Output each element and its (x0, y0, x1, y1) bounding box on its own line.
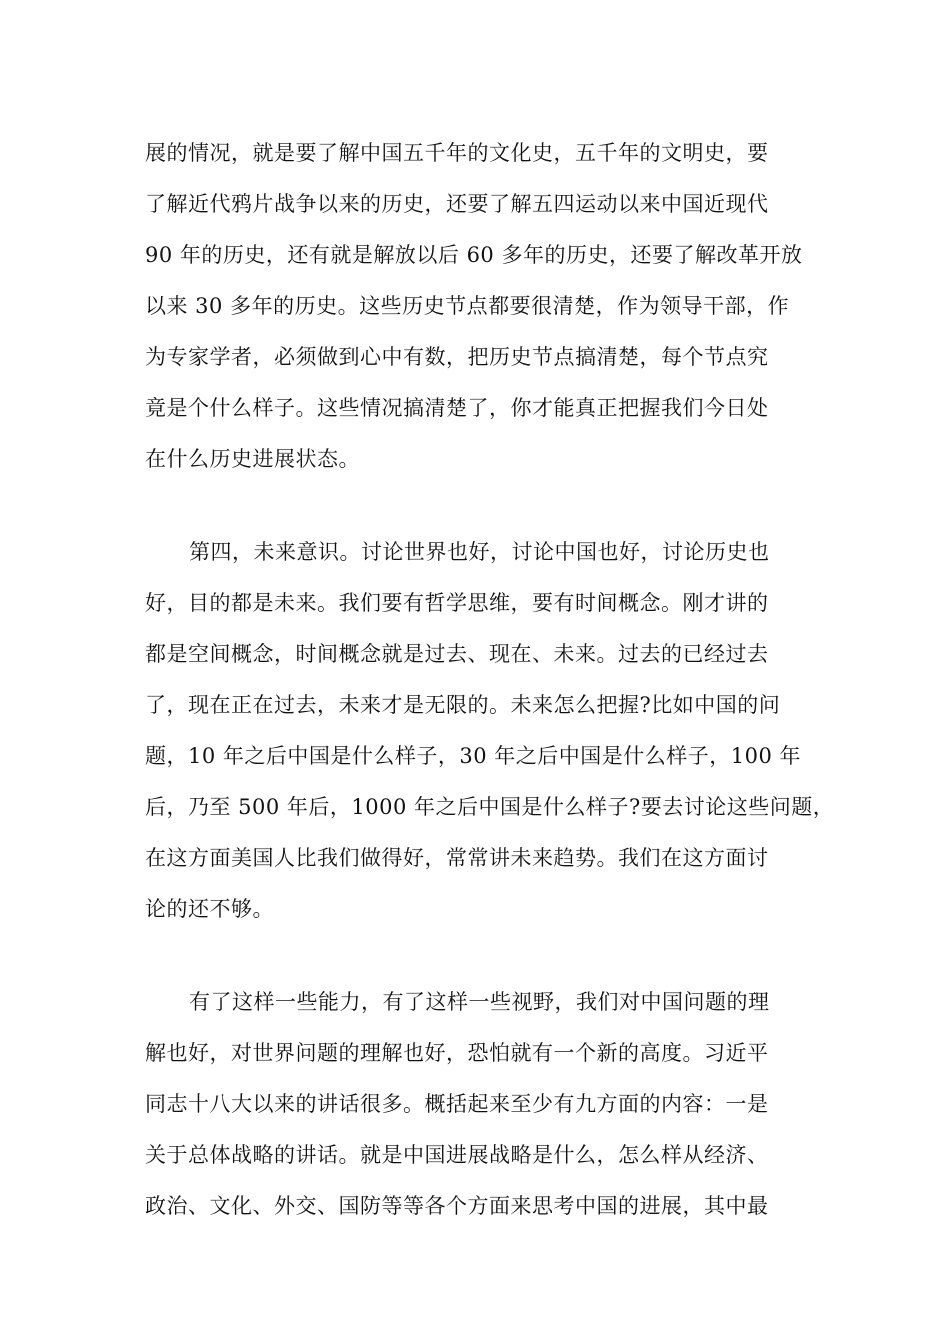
text-line: 90 年的历史，还有就是解放以后 60 多年的历史，还要了解改革开放 (145, 243, 803, 267)
paragraph-speeches-overview (145, 977, 815, 1232)
text-line: 后，乃至 500 年后，1000 年之后中国是什么样子?要去讨论这些问题， (145, 795, 835, 819)
paragraph-history-nodes (145, 128, 815, 485)
text-line: 同志十八大以来的讲话很多。概括起来至少有九方面的内容：一是 (145, 1092, 769, 1116)
text-line: 解也好，对世界问题的理解也好，恐怕就有一个新的高度。习近平 (145, 1041, 769, 1065)
text-line: 关于总体战略的讲话。就是中国进展战略是什么，怎么样从经济、 (145, 1143, 769, 1167)
text-line: 有了这样一些能力，有了这样一些视野，我们对中国问题的理 (189, 990, 770, 1014)
text-line: 政治、文化、外交、国防等等各个方面来思考中国的进展，其中最 (145, 1194, 769, 1218)
text-line: 了解近代鸦片战争以来的历史，还要了解五四运动以来中国近现代 (145, 192, 769, 216)
text-line: 为专家学者，必须做到心中有数，把历史节点搞清楚，每个节点究 (145, 345, 769, 369)
paragraph-future-awareness (145, 527, 835, 935)
text-line: 在这方面美国人比我们做得好，常常讲未来趋势。我们在这方面讨 (145, 846, 769, 870)
text-line: 第四，未来意识。讨论世界也好，讨论中国也好，讨论历史也 (189, 540, 770, 564)
text-line: 在什么历史进展状态。 (145, 447, 360, 471)
text-line: 都是空间概念，时间概念就是过去、现在、未来。过去的已经过去 (145, 642, 769, 666)
text-line: 好，目的都是未来。我们要有哲学思维，要有时间概念。刚才讲的 (145, 591, 769, 615)
text-line: 以来 30 多年的历史。这些历史节点都要很清楚，作为领导干部，作 (145, 294, 790, 318)
text-line: 展的情况，就是要了解中国五千年的文化史，五千年的文明史，要 (145, 141, 769, 165)
text-line: 论的还不够。 (145, 897, 274, 921)
text-line: 竟是个什么样子。这些情况搞清楚了，你才能真正把握我们今日处 (145, 396, 769, 420)
text-line: 了，现在正在过去，未来才是无限的。未来怎么把握?比如中国的问 (145, 693, 781, 717)
text-line: 题，10 年之后中国是什么样子，30 年之后中国是什么样子，100 年 (145, 744, 802, 768)
